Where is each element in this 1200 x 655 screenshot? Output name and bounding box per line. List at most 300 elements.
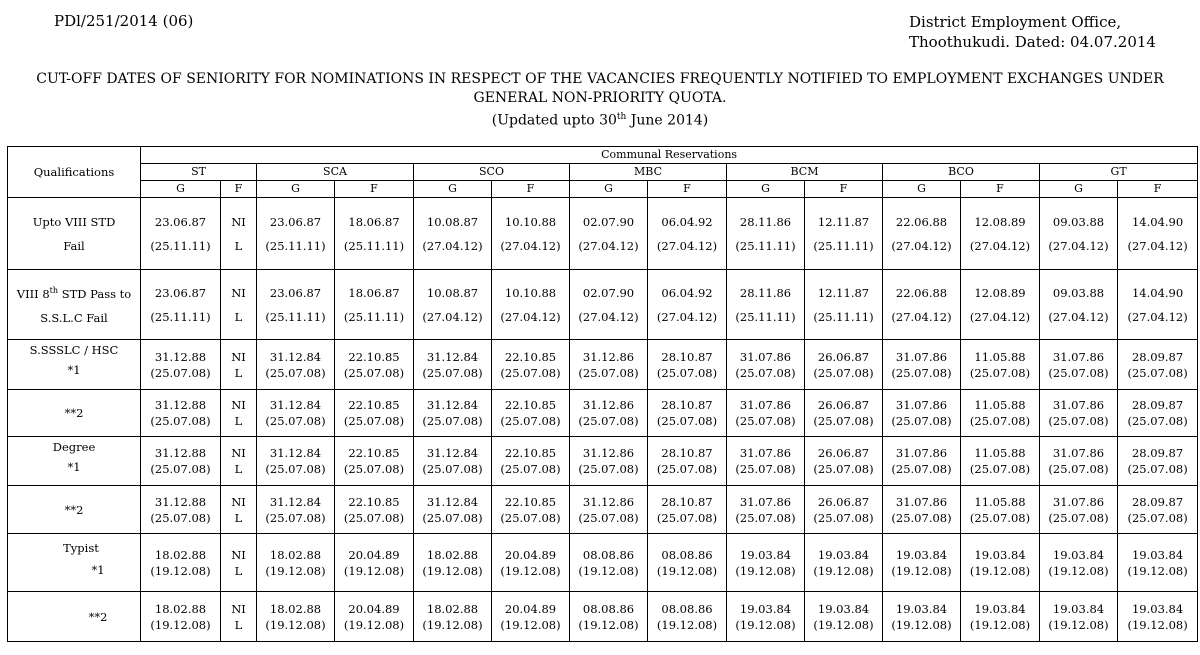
cutoff-date: 06.04.92 <box>661 214 713 229</box>
date-cell <box>1040 534 1118 592</box>
cutoff-date: 31.07.86 <box>739 494 792 509</box>
date-cell <box>492 592 570 642</box>
registration-date: (27.04.12) <box>422 238 483 253</box>
registration-date: (25.07.08) <box>343 510 405 525</box>
registration-date: (25.07.08) <box>656 414 718 428</box>
registration-date: (19.12.08) <box>150 563 211 578</box>
cutoff-date: 08.08.86 <box>661 547 713 562</box>
date-cell <box>1040 486 1118 534</box>
date-cell <box>335 437 414 486</box>
date-cell <box>492 437 570 486</box>
qualification-sublabel: *1 <box>67 363 81 377</box>
cutoff-date: 31.12.88 <box>154 446 207 460</box>
cutoff-date: 22.10.85 <box>348 446 400 460</box>
qualification-cell <box>8 592 141 642</box>
qualification-label: **2 <box>64 502 84 517</box>
cutoff-date: 18.02.88 <box>269 601 322 616</box>
cutoff-date: 22.10.85 <box>504 446 557 460</box>
registration-date: (25.07.08) <box>1048 510 1109 525</box>
cutoff-date: 12.11.87 <box>817 214 870 229</box>
f-header: F <box>648 181 727 198</box>
registration-date: (19.12.08) <box>813 617 874 632</box>
registration-date: (19.12.08) <box>735 617 796 632</box>
cutoff-date: 28.10.87 <box>661 349 713 364</box>
cutoff-date: 31.12.84 <box>426 349 479 364</box>
g-header: G <box>141 181 221 198</box>
registration-date: (25.07.08) <box>265 414 326 428</box>
date-cell <box>335 592 414 642</box>
registration-date: (25.07.08) <box>969 510 1031 525</box>
cutoff-date: 10.08.87 <box>426 214 479 229</box>
cutoff-date: 31.12.84 <box>269 494 322 509</box>
date-cell <box>805 270 883 340</box>
cutoff-date: 31.07.86 <box>895 446 948 460</box>
registration-date: (25.11.11) <box>265 238 326 253</box>
date-cell <box>492 534 570 592</box>
date-cell <box>414 390 492 437</box>
cutoff-date: 28.11.86 <box>739 285 792 300</box>
qualification-label: **2 <box>88 609 108 624</box>
date-cell <box>648 340 727 390</box>
cutoff-date: 20.04.89 <box>504 547 557 562</box>
row-typist-1 <box>8 534 1198 592</box>
date-cell <box>883 534 961 592</box>
date-cell <box>1118 592 1198 642</box>
date-cell <box>961 486 1040 534</box>
registration-date: (27.04.12) <box>891 238 952 253</box>
f-header: F <box>961 181 1040 198</box>
registration-date: (25.07.08) <box>969 414 1031 428</box>
date-cell <box>727 486 805 534</box>
row-upto-viii-std <box>8 198 1198 270</box>
registration-date: (25.07.08) <box>1127 414 1188 428</box>
st-female-nil-cell <box>221 390 257 437</box>
date-cell <box>727 592 805 642</box>
row-sslc-hsc-1 <box>8 340 1198 390</box>
qualification-cell <box>8 340 141 390</box>
nil-text: L <box>234 510 243 525</box>
registration-date: (19.12.08) <box>891 563 952 578</box>
registration-date: (27.04.12) <box>1048 238 1109 253</box>
st-female-nil-cell <box>221 437 257 486</box>
title-line-2: GENERAL NON-PRIORITY QUOTA. <box>473 90 727 106</box>
st-female-nil-cell <box>221 486 257 534</box>
g-header: G <box>414 181 492 198</box>
date-cell <box>1040 592 1118 642</box>
g-header: G <box>257 181 335 198</box>
cutoff-date: 31.12.84 <box>269 349 322 364</box>
date-cell <box>257 390 335 437</box>
date-cell <box>648 486 727 534</box>
date-cell <box>570 534 648 592</box>
cutoff-date: 22.10.85 <box>504 398 557 412</box>
registration-date: (19.12.08) <box>969 563 1031 578</box>
date-cell <box>570 198 648 270</box>
registration-date: (19.12.08) <box>500 617 561 632</box>
nil-text: L <box>234 365 243 380</box>
qualification-label: Typist <box>63 541 99 555</box>
date-cell <box>257 340 335 390</box>
registration-date: (19.12.08) <box>150 617 211 632</box>
cutoff-date: 18.02.88 <box>426 547 479 562</box>
cutoff-date: 12.08.89 <box>974 285 1026 300</box>
cutoff-date: 22.10.85 <box>504 494 557 509</box>
registration-date: (25.07.08) <box>1048 462 1109 476</box>
cutoff-date: 31.07.86 <box>895 398 948 412</box>
date-cell <box>141 390 221 437</box>
cutoff-date: 22.10.85 <box>504 349 557 364</box>
cutoff-date: 28.09.87 <box>1131 446 1184 460</box>
registration-date: (25.07.08) <box>656 365 718 380</box>
cutoff-date: 20.04.89 <box>348 547 400 562</box>
date-cell <box>727 437 805 486</box>
cutoff-date: 23.06.87 <box>154 214 207 229</box>
nil-text: NI <box>231 494 246 509</box>
registration-date: (27.04.12) <box>578 309 639 324</box>
date-cell <box>1040 340 1118 390</box>
registration-date: (25.07.08) <box>891 510 952 525</box>
cutoff-date: 31.07.86 <box>1052 494 1105 509</box>
registration-date: (25.07.08) <box>1048 365 1109 380</box>
date-cell <box>1040 198 1118 270</box>
registration-date: (25.07.08) <box>1048 414 1109 428</box>
registration-date: (27.04.12) <box>1127 238 1188 253</box>
cutoff-date: 06.04.92 <box>661 285 713 300</box>
date-cell <box>414 437 492 486</box>
cutoff-date: 19.03.84 <box>1052 547 1105 562</box>
registration-date: (25.07.08) <box>578 510 639 525</box>
registration-date: (27.04.12) <box>1127 309 1188 324</box>
registration-date: (25.07.08) <box>150 510 211 525</box>
registration-date: (25.07.08) <box>422 365 483 380</box>
qualifications-header: Qualifications <box>8 147 141 198</box>
cutoff-date: 26.06.87 <box>817 398 870 412</box>
cutoff-date: 31.12.84 <box>269 398 322 412</box>
cutoff-date: 28.09.87 <box>1131 349 1184 364</box>
cutoff-date: 31.07.86 <box>895 349 948 364</box>
row-degree-2 <box>8 486 1198 534</box>
registration-date: (25.07.08) <box>500 414 561 428</box>
registration-date: (25.07.08) <box>735 365 796 380</box>
date-cell <box>727 390 805 437</box>
date-cell <box>883 486 961 534</box>
group-header: GT <box>1040 164 1198 181</box>
registration-date: (27.04.12) <box>1048 309 1109 324</box>
date-cell <box>961 390 1040 437</box>
date-cell <box>961 270 1040 340</box>
date-cell <box>1118 486 1198 534</box>
nil-text: NI <box>231 446 246 460</box>
cutoff-date: 09.03.88 <box>1052 214 1105 229</box>
cutoff-date: 31.12.88 <box>154 349 207 364</box>
cutoff-date: 23.06.87 <box>154 285 207 300</box>
office-address <box>909 12 1156 52</box>
date-cell <box>727 340 805 390</box>
date-cell <box>1118 390 1198 437</box>
registration-date: (19.12.08) <box>1127 617 1188 632</box>
cutoff-date: 31.12.86 <box>582 398 635 412</box>
cutoff-date: 11.05.88 <box>974 446 1026 460</box>
qualification-cell <box>8 437 141 486</box>
date-cell <box>805 390 883 437</box>
qualification-sublabel: Fail <box>63 238 85 253</box>
cutoff-date: 31.12.86 <box>582 494 635 509</box>
date-cell <box>141 486 221 534</box>
group-header: SCO <box>414 164 570 181</box>
date-cell <box>727 534 805 592</box>
gf-header-row <box>8 181 1198 198</box>
nil-text: NI <box>231 349 246 364</box>
registration-date: (25.07.08) <box>343 462 405 476</box>
date-cell <box>727 198 805 270</box>
nil-text: NI <box>231 214 246 229</box>
date-cell <box>414 534 492 592</box>
cutoff-date: 31.07.86 <box>739 349 792 364</box>
date-cell <box>414 270 492 340</box>
registration-date: (25.07.08) <box>578 365 639 380</box>
cutoff-date: 10.10.88 <box>504 285 557 300</box>
date-cell <box>492 340 570 390</box>
cutoff-date: 31.07.86 <box>1052 349 1105 364</box>
date-cell <box>1118 534 1198 592</box>
qualification-sublabel: *1 <box>67 460 81 474</box>
date-cell <box>961 592 1040 642</box>
qualification-label: S.SSSLC / HSC <box>29 343 119 357</box>
date-cell <box>1040 270 1118 340</box>
date-cell <box>335 198 414 270</box>
registration-date: (25.07.08) <box>1127 510 1188 525</box>
date-cell <box>961 534 1040 592</box>
cutoff-date: 08.08.86 <box>582 547 635 562</box>
g-header: G <box>727 181 805 198</box>
registration-date: (27.04.12) <box>891 309 952 324</box>
nil-text: L <box>234 238 243 253</box>
registration-date: (19.12.08) <box>813 563 874 578</box>
date-cell <box>492 390 570 437</box>
date-cell <box>335 390 414 437</box>
title-line-3 <box>0 108 1200 131</box>
registration-date: (25.07.08) <box>1127 365 1188 380</box>
date-cell <box>648 270 727 340</box>
cutoff-date: 31.12.88 <box>154 494 207 509</box>
cutoff-date: 19.03.84 <box>1052 601 1105 616</box>
reference-number: PDl/251/2014 (06) <box>54 12 194 30</box>
nil-text: L <box>234 414 243 428</box>
office-place-date: Thoothukudi. Dated: 04.07.2014 <box>909 33 1156 51</box>
cutoff-date: 28.09.87 <box>1131 494 1184 509</box>
date-cell <box>805 340 883 390</box>
nil-text: NI <box>231 547 246 562</box>
office-name: District Employment Office, <box>909 13 1122 31</box>
nil-text: L <box>234 309 243 324</box>
qualification-sublabel: *1 <box>91 563 105 577</box>
registration-date: (25.07.08) <box>150 365 211 380</box>
nil-text: L <box>234 462 243 476</box>
registration-date: (25.07.08) <box>735 510 796 525</box>
registration-date: (25.07.08) <box>656 510 718 525</box>
cutoff-date: 02.07.90 <box>582 285 635 300</box>
date-cell <box>805 534 883 592</box>
qualification-cell <box>8 198 141 270</box>
date-cell <box>648 437 727 486</box>
registration-date: (25.07.08) <box>891 365 952 380</box>
qualification-label <box>8 283 140 302</box>
cutoff-date: 18.06.87 <box>348 214 400 229</box>
cutoff-date: 31.12.86 <box>582 446 635 460</box>
registration-date: (25.07.08) <box>265 510 326 525</box>
cutoff-date: 19.03.84 <box>974 547 1026 562</box>
date-cell <box>414 486 492 534</box>
g-header: G <box>1040 181 1118 198</box>
registration-date: (19.12.08) <box>343 563 405 578</box>
date-cell <box>570 340 648 390</box>
cutoff-date: 19.03.84 <box>739 601 792 616</box>
date-cell <box>141 534 221 592</box>
registration-date: (25.11.11) <box>150 309 211 324</box>
date-cell <box>257 198 335 270</box>
registration-date: (25.11.11) <box>735 238 796 253</box>
date-cell <box>335 340 414 390</box>
registration-date: (25.07.08) <box>735 462 796 476</box>
registration-date: (25.07.08) <box>656 462 718 476</box>
registration-date: (19.12.08) <box>656 563 718 578</box>
cutoff-date: 11.05.88 <box>974 398 1026 412</box>
cutoff-date: 23.06.87 <box>269 285 322 300</box>
cutoff-date: 23.06.87 <box>269 214 322 229</box>
registration-date: (19.12.08) <box>578 563 639 578</box>
registration-date: (27.04.12) <box>969 309 1031 324</box>
registration-date: (19.12.08) <box>1048 563 1109 578</box>
registration-date: (25.07.08) <box>500 365 561 380</box>
cutoff-date: 28.10.87 <box>661 398 713 412</box>
date-cell <box>492 198 570 270</box>
registration-date: (25.07.08) <box>891 414 952 428</box>
registration-date: (19.12.08) <box>343 617 405 632</box>
cutoff-date: 18.06.87 <box>348 285 400 300</box>
registration-date: (25.07.08) <box>343 414 405 428</box>
date-cell <box>141 198 221 270</box>
cutoff-date: 02.07.90 <box>582 214 635 229</box>
st-female-nil-cell <box>221 198 257 270</box>
cutoff-date: 31.07.86 <box>739 398 792 412</box>
date-cell <box>805 486 883 534</box>
qualification-cell <box>8 486 141 534</box>
date-cell <box>141 592 221 642</box>
date-cell <box>257 486 335 534</box>
group-header: BCO <box>883 164 1040 181</box>
nil-text: L <box>234 617 243 632</box>
cutoff-date: 31.07.86 <box>739 446 792 460</box>
registration-date: (25.07.08) <box>813 462 874 476</box>
st-female-nil-cell <box>221 534 257 592</box>
date-cell <box>805 437 883 486</box>
document-title <box>0 70 1200 131</box>
cutoff-date: 19.03.84 <box>1131 601 1184 616</box>
cutoff-date: 31.12.88 <box>154 398 207 412</box>
registration-date: (25.07.08) <box>150 462 211 476</box>
cutoff-date: 11.05.88 <box>974 494 1026 509</box>
registration-date: (25.07.08) <box>343 365 405 380</box>
cutoff-date: 28.10.87 <box>661 494 713 509</box>
registration-date: (19.12.08) <box>969 617 1031 632</box>
date-cell <box>570 592 648 642</box>
group-header: BCM <box>727 164 883 181</box>
row-sslc-hsc-2 <box>8 390 1198 437</box>
registration-date: (19.12.08) <box>422 617 483 632</box>
date-cell <box>805 592 883 642</box>
qualification-label: Upto VIII STD <box>32 214 116 229</box>
cutoff-date: 12.08.89 <box>974 214 1026 229</box>
registration-date: (27.04.12) <box>500 309 561 324</box>
registration-date: (25.07.08) <box>813 365 874 380</box>
cutoff-date: 22.06.88 <box>895 285 948 300</box>
cutoff-date: 28.09.87 <box>1131 398 1184 412</box>
registration-date: (27.04.12) <box>578 238 639 253</box>
cutoff-dates-table <box>7 146 1198 642</box>
st-female-nil-cell <box>221 340 257 390</box>
registration-date: (19.12.08) <box>1127 563 1188 578</box>
registration-date: (19.12.08) <box>1048 617 1109 632</box>
date-cell <box>570 486 648 534</box>
cutoff-date: 08.08.86 <box>582 601 635 616</box>
cutoff-date: 19.03.84 <box>895 547 948 562</box>
cutoff-date: 28.10.87 <box>661 446 713 460</box>
qualification-sublabel: S.S.L.C Fail <box>40 310 108 325</box>
date-cell <box>1118 270 1198 340</box>
qualification-cell <box>8 270 141 340</box>
date-cell <box>1040 390 1118 437</box>
registration-date: (27.04.12) <box>422 309 483 324</box>
cutoff-date: 08.08.86 <box>661 601 713 616</box>
nil-text: NI <box>231 285 246 300</box>
cutoff-date: 19.03.84 <box>974 601 1026 616</box>
registration-date: (25.07.08) <box>500 462 561 476</box>
cutoff-date: 31.07.86 <box>1052 398 1105 412</box>
registration-date: (25.07.08) <box>813 414 874 428</box>
cutoff-date: 31.12.84 <box>269 446 322 460</box>
registration-date: (19.12.08) <box>265 563 326 578</box>
g-header: G <box>883 181 961 198</box>
cutoff-date: 12.11.87 <box>817 285 870 300</box>
registration-date: (25.11.11) <box>735 309 796 324</box>
cutoff-date: 09.03.88 <box>1052 285 1105 300</box>
cutoff-date: 20.04.89 <box>504 601 557 616</box>
cutoff-date: 31.12.84 <box>426 446 479 460</box>
date-cell <box>570 270 648 340</box>
registration-date: (25.11.11) <box>343 309 405 324</box>
qualification-label-text-end: STD Pass to <box>58 286 132 301</box>
cutoff-date: 19.03.84 <box>739 547 792 562</box>
registration-date: (27.04.12) <box>656 238 718 253</box>
date-cell <box>257 534 335 592</box>
date-cell <box>414 340 492 390</box>
qualification-label: Degree <box>52 440 96 454</box>
st-female-nil-cell <box>221 270 257 340</box>
date-cell <box>883 437 961 486</box>
date-cell <box>257 437 335 486</box>
date-cell <box>492 486 570 534</box>
date-cell <box>257 592 335 642</box>
registration-date: (25.11.11) <box>343 238 405 253</box>
nil-text: NI <box>231 601 246 616</box>
date-cell <box>570 437 648 486</box>
date-cell <box>414 592 492 642</box>
cutoff-date: 11.05.88 <box>974 349 1026 364</box>
date-cell <box>648 534 727 592</box>
date-cell <box>883 270 961 340</box>
cutoff-date: 18.02.88 <box>154 547 207 562</box>
date-cell <box>961 437 1040 486</box>
